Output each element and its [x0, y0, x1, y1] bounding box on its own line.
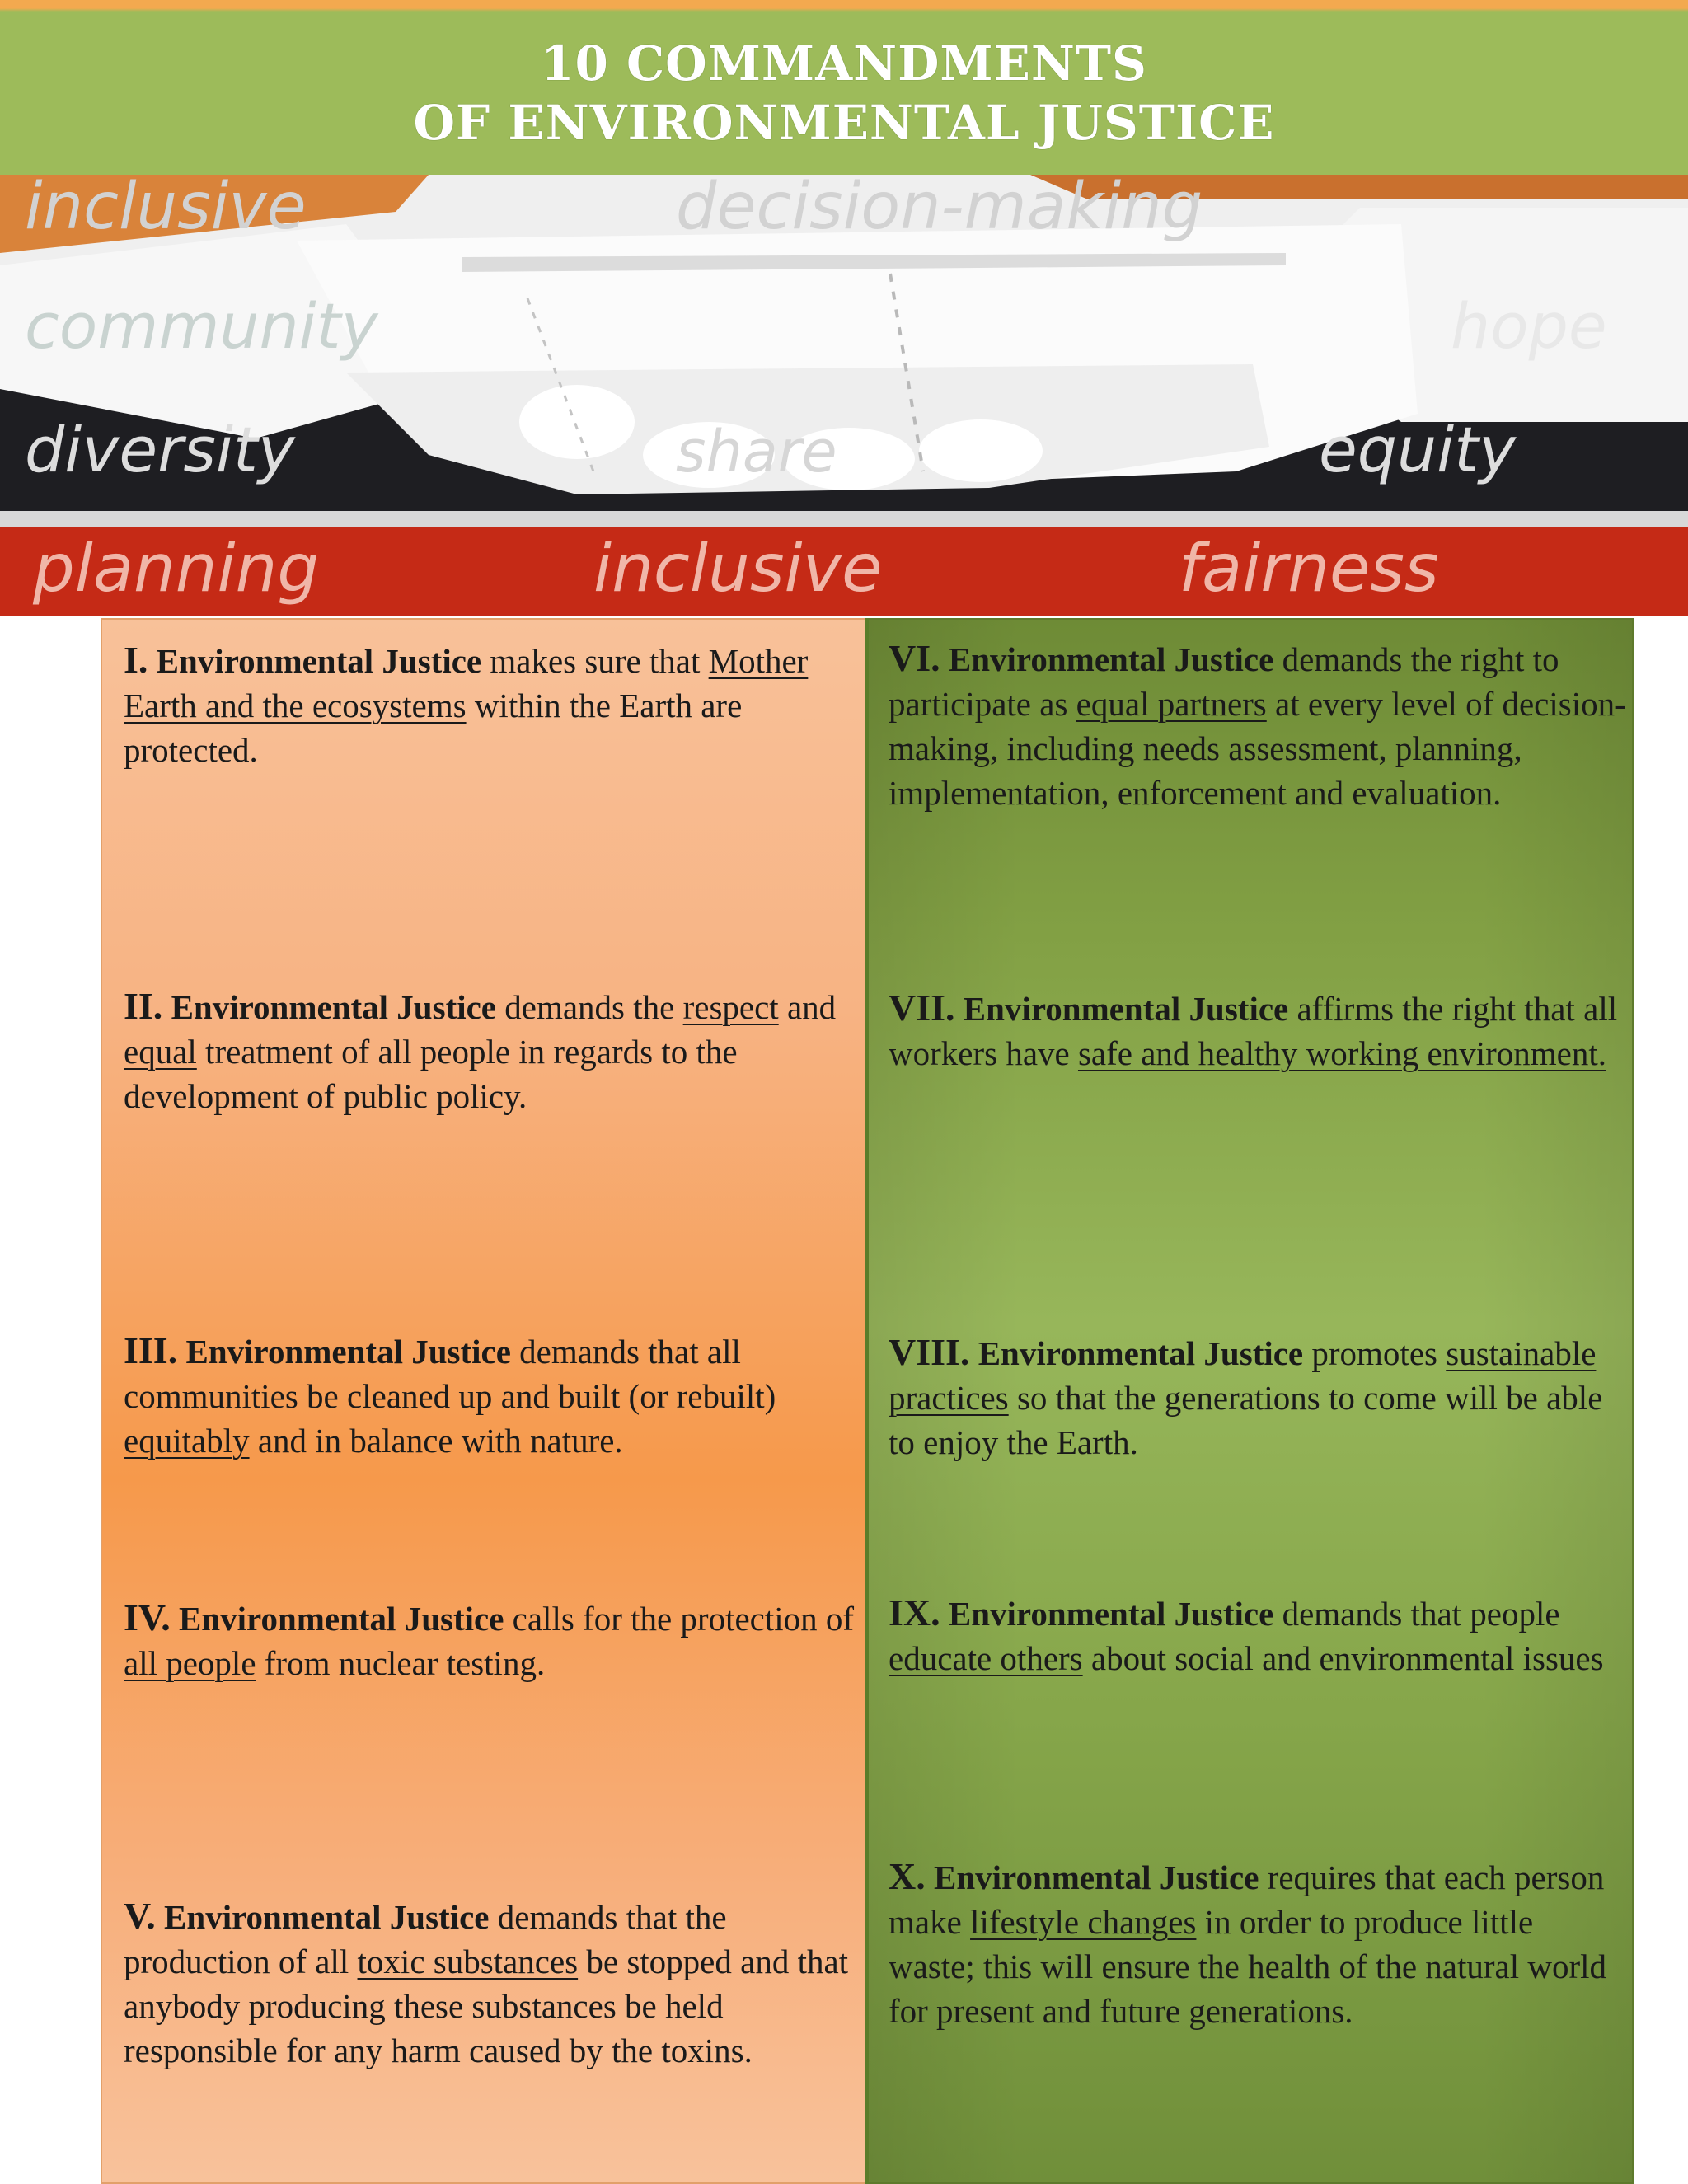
- commandment-2: [124, 984, 865, 1118]
- commandment-text: from nuclear testing.: [256, 1644, 546, 1682]
- commandment-text: demands that people: [1273, 1595, 1560, 1633]
- commandment-text: makes sure that: [481, 642, 709, 680]
- hero-word-hope: hope: [1451, 289, 1607, 363]
- title-banner: [0, 0, 1688, 175]
- commandment-subject: Environmental Justice: [164, 1898, 490, 1936]
- page-title-line-1: 10 COMMANDMENTS: [541, 35, 1147, 91]
- hero-word-equity: equity: [1319, 413, 1517, 486]
- commandment-text: demands that all communities be cleaned up and built (or rebuilt): [124, 1333, 776, 1415]
- right-column: [867, 618, 1634, 2184]
- commandment-text: at every level of decision-making, including needs assessment, planning, implementation, enforcement and evaluation.: [889, 685, 1626, 812]
- commandment-text: and in balance with nature.: [249, 1422, 623, 1460]
- commandment-subject: Environmental Justice: [171, 988, 497, 1026]
- commandment-key-phrase: all people: [124, 1644, 256, 1682]
- commandment-subject: Environmental Justice: [933, 1858, 1259, 1896]
- commandment-text: about social and environmental issues: [1082, 1639, 1604, 1677]
- commandment-key-phrase: toxic substances: [357, 1943, 579, 1980]
- commandment-numeral: I.: [124, 639, 148, 681]
- commandment-text: demands the: [496, 988, 683, 1026]
- commandment-numeral: VI.: [889, 637, 940, 679]
- commandment-key-phrase: lifestyle changes: [970, 1903, 1197, 1941]
- commandment-subject: Environmental Justice: [156, 642, 482, 680]
- commandment-key-phrase: respect: [682, 988, 779, 1026]
- commandment-numeral: VII.: [889, 987, 955, 1029]
- commandment-10: [889, 1854, 1626, 2033]
- hero-word-share: share: [676, 418, 837, 485]
- commandment-key-phrase: sustainable practices: [889, 1334, 1597, 1417]
- handshake-graphic: [0, 175, 1688, 616]
- hero-word-diversity: diversity: [25, 413, 295, 486]
- commandment-numeral: VIII.: [889, 1331, 970, 1373]
- commandment-key-phrase: equal: [124, 1033, 197, 1071]
- commandment-key-phrase: equitably: [124, 1422, 250, 1460]
- handshake-illustration: [0, 175, 1688, 616]
- commandment-subject: Environmental Justice: [963, 990, 1289, 1028]
- commandment-text: so that the generations to come will be able to enjoy the Earth.: [889, 1379, 1603, 1461]
- hero-word-planning: planning: [33, 530, 320, 607]
- commandment-numeral: III.: [124, 1329, 178, 1371]
- commandment-subject: Environmental Justice: [948, 640, 1274, 678]
- commandment-subject: Environmental Justice: [948, 1595, 1274, 1633]
- hero-word-fairness: fairness: [1179, 530, 1439, 607]
- commandment-subject: Environmental Justice: [178, 1600, 504, 1638]
- commandment-text: demands the right to participate as: [889, 640, 1559, 723]
- commandment-subject: Environmental Justice: [978, 1334, 1304, 1372]
- commandment-9: [889, 1591, 1626, 1680]
- hero-word-decision-making: decision-making: [676, 175, 1203, 244]
- column-divider: [865, 618, 869, 2184]
- commandment-numeral: II.: [124, 985, 163, 1027]
- commandment-text: in order to produce little waste; this will ensure the health of the natural world for present and future generations.: [889, 1903, 1607, 2030]
- commandment-numeral: IX.: [889, 1591, 940, 1633]
- hero-word-inclusive-top: inclusive: [25, 175, 307, 244]
- commandment-1: [124, 638, 865, 772]
- left-column: [101, 618, 867, 2184]
- commandment-6: [889, 636, 1626, 815]
- commandment-text: demands that the production of all: [124, 1898, 727, 1980]
- commandment-numeral: X.: [889, 1855, 926, 1897]
- commandment-5: [124, 1894, 865, 2073]
- hero-word-community: community: [25, 289, 378, 363]
- commandment-7: [889, 986, 1626, 1076]
- commandment-numeral: V.: [124, 1895, 156, 1937]
- commandment-key-phrase: safe and healthy working environment.: [1077, 1034, 1606, 1072]
- commandment-subject: Environmental Justice: [185, 1333, 511, 1371]
- commandment-text: promotes: [1303, 1334, 1447, 1372]
- commandment-numeral: IV.: [124, 1596, 171, 1638]
- commandment-text: within the Earth are protected.: [124, 687, 743, 769]
- commandment-text: treatment of all people in regards to the development of public policy.: [124, 1033, 738, 1115]
- commandment-text: requires that each person make: [889, 1858, 1605, 1941]
- commandment-3: [124, 1329, 865, 1463]
- commandments-grid: [101, 618, 1634, 2184]
- commandment-key-phrase: educate others: [889, 1639, 1083, 1677]
- commandment-text: and: [778, 988, 837, 1026]
- commandment-text: be stopped and that anybody producing these substances be held responsible for any harm caused by the toxins.: [124, 1943, 849, 2069]
- commandment-text: calls for the protection of: [504, 1600, 855, 1638]
- commandment-text: affirms the right that all workers have: [889, 990, 1618, 1072]
- hero-word-inclusive: inclusive: [593, 530, 883, 607]
- commandment-key-phrase: Mother Earth and the ecosystems: [124, 642, 809, 724]
- page-title-line-2: OF ENVIRONMENTAL JUSTICE: [413, 95, 1275, 151]
- commandment-key-phrase: equal partners: [1076, 685, 1267, 723]
- commandment-4: [124, 1596, 865, 1685]
- commandment-8: [889, 1330, 1626, 1465]
